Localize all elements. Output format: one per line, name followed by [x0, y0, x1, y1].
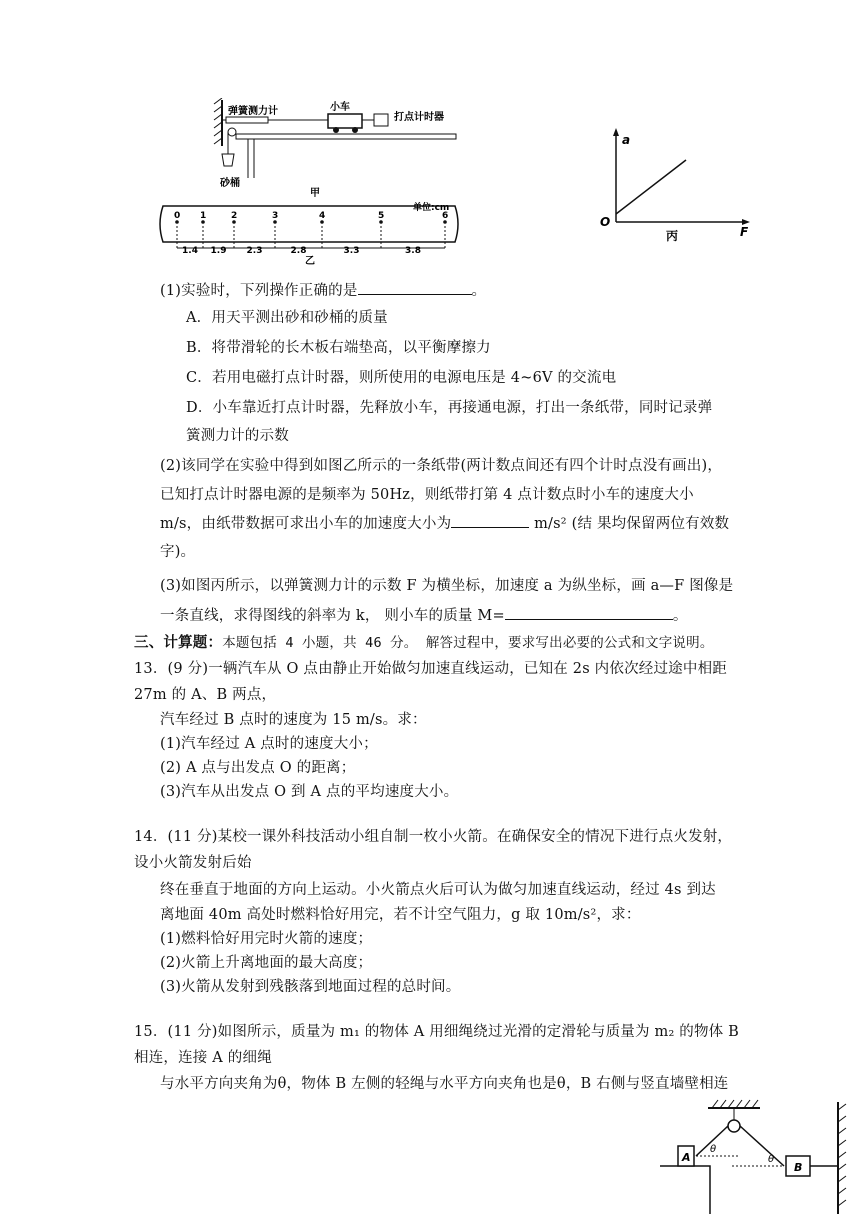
q12-part2-line4: 字)。: [160, 544, 196, 560]
tape-segment-distance: 2.3: [246, 246, 263, 256]
tape-point-label: 0: [174, 211, 181, 221]
q12-part1-stem: (1)实验时，下列操作正确的是 。: [160, 280, 486, 301]
q12-option-c: C．若用电磁打点计时器，则所使用的电源电压是 4~6V 的交流电: [186, 370, 617, 386]
figure-bing-aF-graph: [596, 122, 760, 242]
q15-line2: 相连，连接 A 的细绳: [134, 1050, 272, 1066]
q12-option-b: B．将带滑轮的长木板右端垫高，以平衡摩擦力: [186, 340, 491, 356]
block-a-label: A: [682, 1151, 691, 1164]
bucket-label: 砂桶: [220, 178, 240, 189]
tape-point-label: 3: [272, 211, 279, 221]
theta-left-label: θ: [710, 1144, 717, 1155]
tape-point-label: 1: [200, 211, 207, 221]
tape-segment-distance: 3.3: [343, 246, 360, 256]
q14-line4: 离地面 40m 高处时燃料恰好用完，若不计空气阻力，g 取 10m/s²，求：: [160, 907, 641, 923]
caption-yi: 乙: [305, 256, 315, 266]
axis-F-label: F: [740, 225, 749, 239]
tape-segment-distance: 1.9: [210, 246, 227, 256]
tape-segment-distance: 1.4: [182, 246, 198, 256]
q13-line5: (2) A 点与出发点 O 的距离；: [160, 760, 356, 776]
answer-blank[interactable]: [358, 280, 472, 295]
spring-label: 弹簧测力计: [228, 106, 278, 117]
answer-blank[interactable]: [505, 605, 673, 620]
axis-a-label: a: [622, 133, 631, 147]
caption-jia: 甲: [310, 188, 320, 198]
figure-yi-paper-tape: [155, 198, 465, 266]
figure-jia-apparatus: [160, 98, 460, 198]
tape-point-label: 6: [442, 211, 449, 221]
pulley-icon: [728, 1120, 740, 1132]
caption-bing: 丙: [666, 229, 679, 242]
q12-part2-line2: 已知打点计时器电源的是频率为 50Hz，则纸带打第 4 点计数点时小车的速度大小: [160, 487, 694, 503]
tape-unit-label: 单位:cm: [413, 203, 450, 213]
figure-q15-pulley-system: [656, 1096, 852, 1214]
q13-line2: 27m 的 A、B 两点，: [134, 687, 277, 703]
answer-blank[interactable]: [451, 513, 529, 528]
q14-line2: 设小火箭发射后始: [134, 855, 252, 871]
q15-line1: 15．(11 分)如图所示，质量为 m₁ 的物体 A 用细绳绕过光滑的定滑轮与质量为 m₂ 的物体 B: [134, 1024, 740, 1040]
q12-part3-line1: (3)如图丙所示，以弹簧测力计的示数 F 为横坐标，加速度 a 为纵坐标，画 a—F 图像是: [160, 578, 734, 594]
q14-line6: (2)火箭上升离地面的最大高度；: [160, 955, 373, 971]
q14-line7: (3)火箭从发射到残骸落到地面过程的总时间。: [160, 979, 461, 995]
tape-point-label: 2: [231, 211, 238, 221]
aF-line: [616, 160, 686, 214]
section3-heading: 三、计算题：本题包括 4 小题，共 46 分。 解答过程中，要求写出必要的公式和文字说明。: [134, 634, 714, 651]
cart-label: 小车: [330, 102, 350, 113]
block-b-label: B: [794, 1161, 803, 1174]
tape-segment-distance: 2.8: [290, 246, 307, 256]
origin-label: O: [600, 215, 611, 229]
q13-line3: 汽车经过 B 点时的速度为 15 m/s。求：: [160, 712, 427, 728]
q12-option-a: A．用天平测出砂和砂桶的质量: [186, 310, 388, 326]
q12-part2-line1: (2)该同学在实验中得到如图乙所示的一条纸带(两计数点间还有四个计时点没有画出)，: [160, 458, 723, 474]
theta-right-label: θ: [768, 1154, 775, 1165]
q15-line3: 与水平方向夹角为θ，物体 B 左侧的轻绳与水平方向夹角也是θ，B 右侧与竖直墙壁相连: [160, 1076, 729, 1092]
q13-line1: 13．(9 分)一辆汽车从 O 点由静止开始做匀加速直线运动，已知在 2s 内依次经过途中相距: [134, 661, 727, 677]
q13-line4: (1)汽车经过 A 点时的速度大小；: [160, 736, 378, 752]
q14-line5: (1)燃料恰好用完时火箭的速度；: [160, 931, 373, 947]
tape-segment-distance: 3.8: [405, 246, 421, 256]
timer-label: 打点计时器: [394, 112, 444, 123]
q12-part2-line3: m/s，由纸带数据可求出小车的加速度大小为 m/s² (结 果均保留两位有效数: [160, 513, 729, 534]
tape-point-label: 5: [378, 211, 385, 221]
tape-point-label: 4: [319, 211, 326, 221]
q12-part3-line2: 一条直线，求得图线的斜率为 k， 则小车的质量 M= 。: [160, 605, 688, 626]
q12-option-d-line2: 簧测力计的示数: [186, 428, 289, 444]
q13-line6: (3)汽车从出发点 O 到 A 点的平均速度大小。: [160, 784, 459, 800]
q14-line3: 终在垂直于地面的方向上运动。小火箭点火后可认为做匀加速直线运动，经过 4s 到达: [160, 882, 716, 898]
q12-option-d-line1: D．小车靠近打点计时器，先释放小车，再接通电源，打出一条纸带，同时记录弹: [186, 400, 713, 416]
q14-line1: 14．(11 分)某校一课外科技活动小组自制一枚小火箭。在确保安全的情况下进行点火发射，: [134, 829, 733, 845]
